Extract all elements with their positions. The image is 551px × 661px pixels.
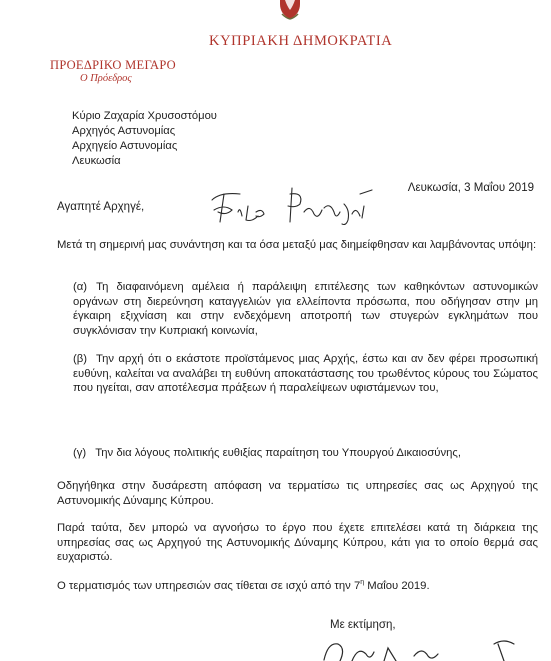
coat-of-arms-icon	[277, 0, 303, 20]
point-text: Την αρχή ότι ο εκάστοτε προϊστάμενος μιας Αρχής, έστω και αν δεν φέρει προσωπική ευθύνη, καλείται να αναλάβει τη ευθύνη αποκατάστασης του τρωθέντος κύρους του Σώματος που ηγείται, σαν αποτέλεσμα πράξεων ή παραλείψεων υφιστάμενων του,	[73, 353, 538, 395]
recipient-city: Λευκωσία	[72, 155, 121, 167]
office-name: ΠΡΟΕΔΡΙΚΟ ΜΕΓΑΡΟ	[50, 58, 176, 72]
point-c	[57, 446, 538, 461]
point-marker: (β)	[73, 353, 88, 365]
signature	[318, 634, 538, 661]
office-subtitle: Ο Πρόεδρος	[80, 73, 132, 84]
point-text: Τη διαφαινόμενη αμέλεια ή παράλειψη επιτέλεσης των καθηκόντων αστυνομικών οργάνων στη διερεύνηση καταγγελιών για ελλείποντα πρόσωπα, που οδήγησαν στην μη έγκαιρη εξιχνίαση και στην ενδεχόμενη αποτροπή των στυγερών εγκλημάτων που συγκλόνισαν την Κυπριακή κοινωνία,	[73, 281, 538, 337]
acknowledgement-paragraph: Παρά ταύτα, δεν μπορώ να αγνοήσω το έργο που έχετε επιτελέσει κατά τη διάρκεια της υπηρεσίας σας ως Αρχηγού της Αστυνομικής Δύναμης Κύπρου, κάτι για το οποίο θερμά σας ευχαριστώ.	[57, 522, 538, 564]
effective-text-end: Μαΐου 2019.	[364, 579, 430, 592]
point-a	[57, 280, 538, 338]
point-text: Την δια λόγους πολιτικής ευθιξίας παραίτηση του Υπουργού Δικαιοσύνης,	[95, 447, 461, 459]
decision-paragraph: Οδηγήθηκα στην δυσάρεστη απόφαση να τερματίσω τις υπηρεσίες σας ως Αρχηγού της Αστυνομικής Δύναμης Κύπρου.	[57, 480, 538, 507]
effective-superscript: η	[360, 579, 365, 586]
recipient-office: Αρχηγείο Αστυνομίας	[72, 140, 178, 152]
recipient-name: Κύριο Ζαχαρία Χρυσοστόμου	[72, 110, 217, 122]
salutation: Αγαπητέ Αρχηγέ,	[57, 201, 145, 213]
effective-text: Ο τερματισμός των υπηρεσιών σας τίθεται σε ισχύ από την 7	[57, 579, 361, 592]
point-b	[57, 352, 538, 396]
letter-date: Λευκωσία, 3 Μαΐου 2019	[407, 182, 534, 194]
country-title: ΚΥΠΡΙΑΚΗ ΔΗΜΟΚΡΑΤΙΑ	[209, 33, 393, 49]
point-marker: (γ)	[73, 447, 87, 459]
closing: Με εκτίμηση,	[330, 619, 396, 631]
intro-paragraph: Μετά τη σημερινή μας συνάντηση και τα όσα μεταξύ μας διημείφθησαν και λαμβάνοντας υπόψη:	[57, 239, 537, 251]
effective-date-paragraph	[57, 576, 538, 593]
recipient-title: Αρχηγός Αστυνομίας	[72, 125, 176, 137]
point-marker: (α)	[73, 281, 88, 293]
handwritten-salutation	[200, 182, 400, 228]
